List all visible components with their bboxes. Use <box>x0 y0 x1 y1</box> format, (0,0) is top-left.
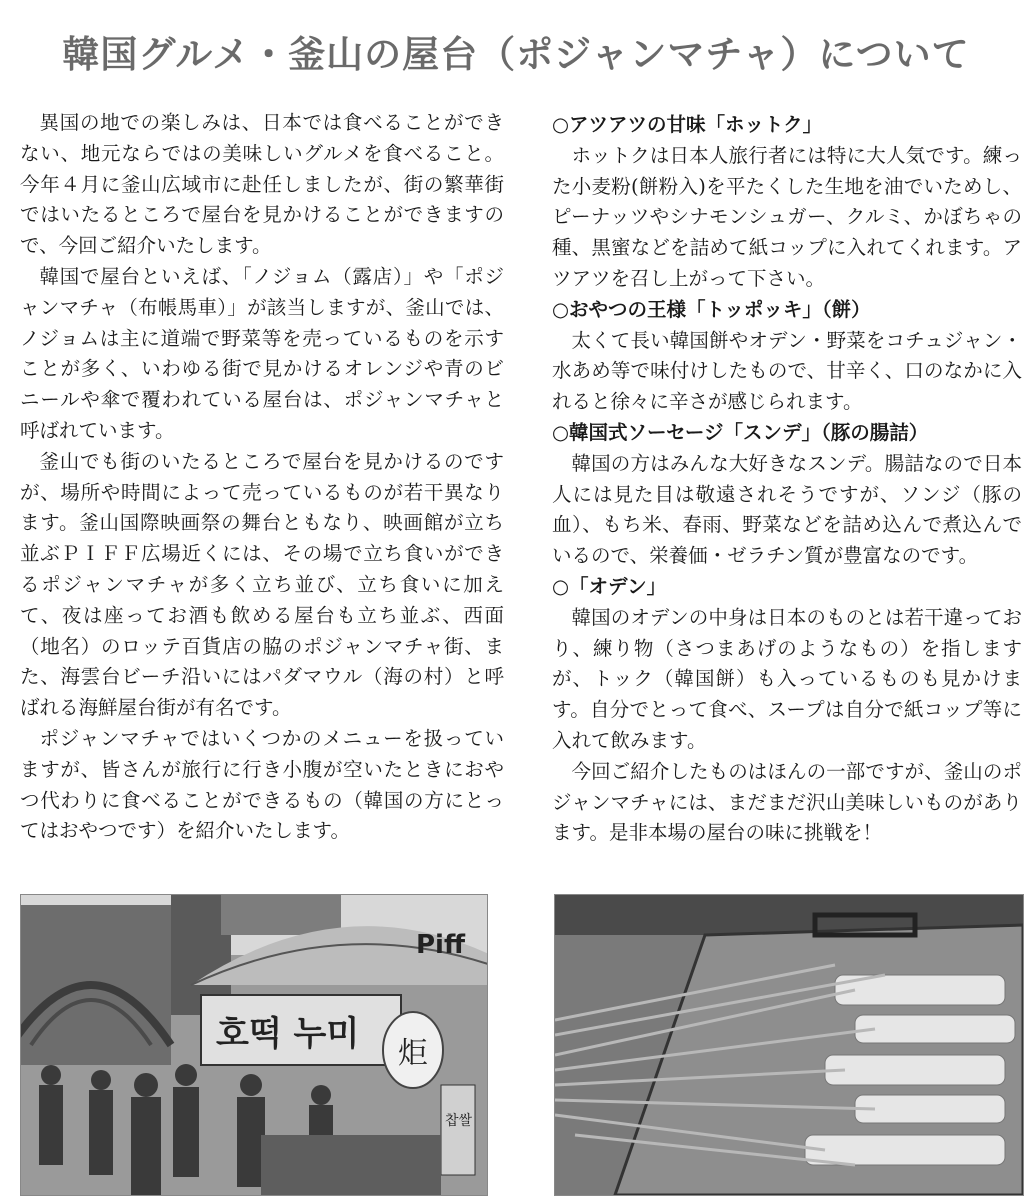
section-heading-hotteok: ○アツアツの甘味「ホットク」 <box>552 113 823 136</box>
closing-paragraph: 今回ご紹介したものはほんの一部ですが、釜山のポジャンマチャには、まだまだ沢山美味しいものがあります。是非本場の屋台の味に挑戦を！ <box>552 759 1022 845</box>
left-column <box>20 108 504 847</box>
section-body-oden: 韓国のオデンの中身は日本のものとは若干違っており、練り物（さつまあげのようなもの）を指しますが、トック（韓国餅）も入っているものも見かけます。自分でとって食べ、スープは自分で紙コップ等に入れて飲みます。 <box>552 605 1022 752</box>
right-column <box>552 110 1022 849</box>
street-stall-photo <box>20 894 488 1196</box>
intro-paragraph-2: 韓国で屋台といえば、「ノジョム（露店）」や「ポジャンマチャ（布帳馬車）」が該当しますが、釜山では、ノジョムは主に道端で野菜等を売っているものを示すことが多く、いわゆる街で見かけるオレンジや青のビニールや傘で覆われている屋台は、ポジャンマチャと呼ばれています。 <box>20 264 504 442</box>
oden-tray-photo <box>554 894 1024 1196</box>
street-stall-illustration <box>21 895 487 1195</box>
stall-label-text: 찹쌀 <box>445 1113 473 1129</box>
oden-tray-illustration <box>555 895 1023 1195</box>
intro-paragraph-3: 釜山でも街のいたるところで屋台を見かけるのですが、場所や時間によって売っているものが若干異なります。釜山国際映画祭の舞台ともなり、映画館が立ち並ぶＰＩＦＦ広場近くには、その場で立ち食いができるポジャンマチャが多く立ち並び、立ち食いに加えて、夜は座ってお酒も飲める屋台も立ち並ぶ、西面（地名）のロッテ百貨店の脇のポジャンマチャ街、また、海雲台ビーチ沿いにはパダマウル（海の村）と呼ばれる海鮮屋台街が有名です。 <box>20 449 504 720</box>
lantern-text: 炬 <box>398 1036 428 1071</box>
intro-paragraph-1: 異国の地での楽しみは、日本では食べることができない、地元ならではの美味しいグルメを食べること。今年４月に釜山広域市に赴任しましたが、街の繁華街ではいたるところで屋台を見かけることができますので、今回ご紹介いたします。 <box>20 111 504 258</box>
stall-sign-text: 호떡 누미 <box>216 1014 360 1054</box>
umbrella-text: Piff <box>416 930 466 960</box>
section-heading-oden: ○「オデン」 <box>552 574 667 598</box>
section-heading-sundae: ○韓国式ソーセージ「スンデ」（豚の腸詰） <box>552 420 929 444</box>
section-heading-tteokbokki: ○おやつの王様「トッポッキ」（餅） <box>552 297 871 321</box>
section-body-hotteok: ホットクは日本人旅行者には特に大人気です。練った小麦粉(餅粉入)を平たくした生地を油でいためし、ピーナッツやシナモンシュガー、クルミ、かぼちゃの種、黒蜜などを詰めて紙コップに入れてくれます。アツアツを召し上がって下さい。 <box>552 143 1022 290</box>
intro-paragraph-4: ポジャンマチャではいくつかのメニューを扱っていますが、皆さんが旅行に行き小腹が空いたときにおやつ代わりに食べることができるもの（韓国の方にとってはおやつです）を紹介いたします。 <box>20 726 504 843</box>
section-body-sundae: 韓国の方はみんな大好きなスンデ。腸詰なので日本人には見た目は敬遠されそうですが、ソンジ（豚の血）、もち米、春雨、野菜などを詰め込んで煮込んでいるので、栄養価・ゼラチン質が豊富なのです。 <box>552 451 1022 568</box>
page-title: 韓国グルメ・釜山の屋台（ポジャンマチャ）について <box>62 33 970 76</box>
section-body-tteokbokki: 太くて長い韓国餅やオデン・野菜をコチュジャン・水あめ等で味付けしたもので、甘辛く、口のなかに入れると徐々に辛さが感じられます。 <box>552 328 1022 414</box>
